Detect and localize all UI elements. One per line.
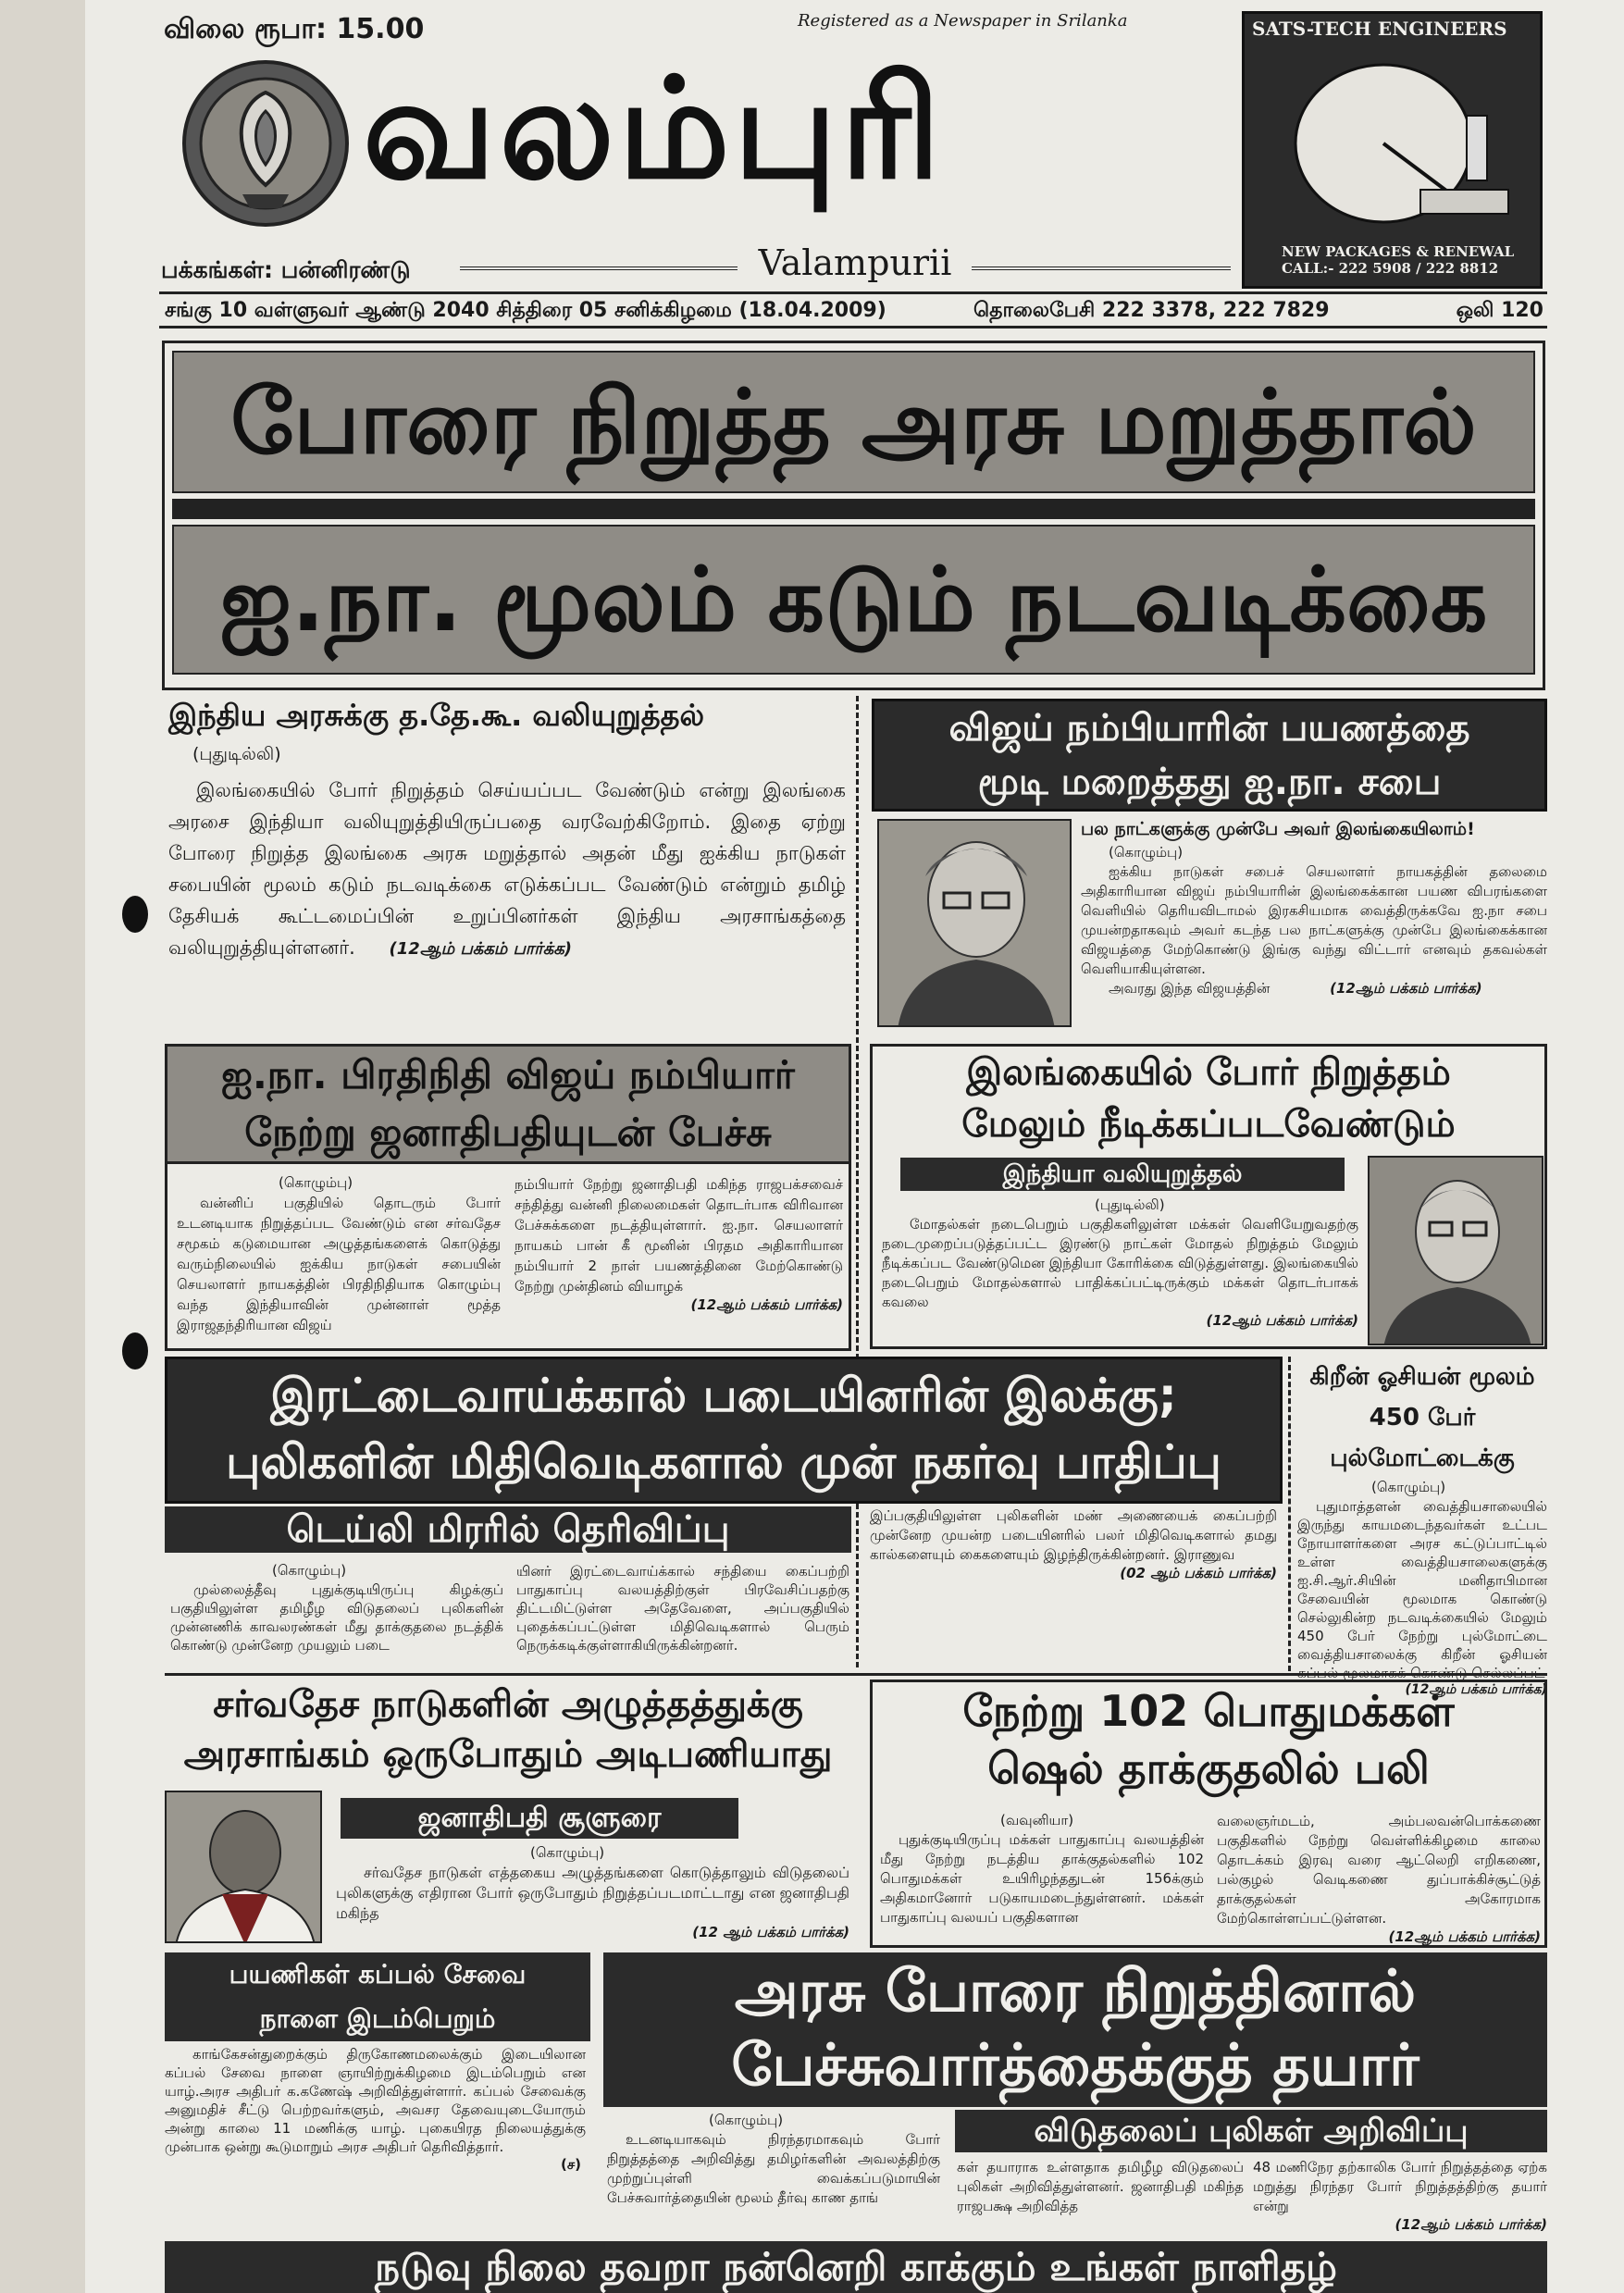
story2-tail-text: அவரது இந்த விஜயத்தின் xyxy=(1109,980,1271,997)
advert-company: SATS-TECH ENGINEERS xyxy=(1252,18,1507,40)
conch-emblem-icon xyxy=(178,56,353,231)
story2-text-block xyxy=(1081,819,1547,998)
nambiar-photo xyxy=(877,819,1072,1027)
story7-dateline: (கொழும்பு) xyxy=(530,1844,605,1861)
story5-col2 xyxy=(516,1562,849,1655)
story9-headline-line1: பயணிகள் கப்பல் சேவை xyxy=(229,1959,527,1989)
story8-col1 xyxy=(880,1812,1204,1927)
story5-headline xyxy=(165,1357,1283,1504)
story10-col2 xyxy=(957,2158,1244,2216)
story9-body: காங்கேசன்துறைக்கும் திருகோணமலைக்கும் இடையிலான கப்பல் சேவை நாளை ஞாயிற்றுக்கிழமை இடம்பெறும் என யாழ்.அரச அதிபர் க.கணேஷ் அறிவித்துள்ளார். கப்பல் சேவைக்கு அனுமதிச் சீட்டு பெற்றவர்களும், அவசர தேவையுடையோரும் அன்று காலை 11 மணிக்கு யாழ். புகையிரத நிலையத்துக்கு முன்பாக ஒன்று கூடுமாறும் அரச அதிபர் தெரிவித்தார். xyxy=(165,2046,586,2155)
story2-subhead: பல நாட்களுக்கு முன்பே அவர் இலங்கையிலாம்! xyxy=(1081,819,1475,839)
story8-col1-text: புதுக்குடியிருப்பு மக்கள் பாதுகாப்பு வலயத்தின் மீது நேற்று நடத்திய தாக்குதல்களில் 102 பொதுமக்கள் உயிரிழந்ததுடன் 156க்கும் அதிகமானோர் படுகாயமடைந்துள்ளனர். மக்கள் பாதுகாப்பு வலயப் பகுதிகளான xyxy=(880,1831,1204,1926)
story3-col2-text: நம்பியார் நேற்று ஜனாதிபதி மகிந்த ராஜபக்சவைச் சந்தித்து வன்னி நிலைமைகள் தொடர்பாக விரிவான பேச்சுக்களை நடத்தியுள்ளார். ஐ.நா. செயலாளர் நாயகம் பான் கீ மூனின் பிரதம அதிகாரியான நம்பியார் 2 நாள் பயணத்தினை மேற்கொண்டு நேற்று முன்தினம் வியாழக் xyxy=(514,1176,843,1295)
story5-col1 xyxy=(170,1562,503,1655)
story6-continuation: (12ஆம் பக்கம் பார்க்க) xyxy=(1405,1682,1547,1697)
rajapaksa-photo xyxy=(165,1791,322,1943)
story5-headline-line2: புலிகளின் மிதிவெடிகளால் முன் நகர்வு பாதிப்பு xyxy=(226,1435,1221,1489)
story5-dateline: (கொழும்பு) xyxy=(272,1562,347,1579)
story4-headline-line2: மேலும் நீடிக்கப்படவேண்டும் xyxy=(961,1103,1456,1146)
masthead-title: வலம்புரி xyxy=(363,49,945,210)
section-rule xyxy=(165,1673,1547,1676)
story3-headline xyxy=(167,1047,849,1164)
masthead-english-title: Valampurii xyxy=(758,242,952,283)
story3-col2 xyxy=(514,1174,843,1315)
story3-headline-line2: நேற்று ஜனாதிபதியுடன் பேச்சு xyxy=(244,1109,772,1155)
story8-headline-line1: நேற்று 102 பொதுமக்கள் xyxy=(962,1686,1455,1736)
story4-headline-line1: இலங்கையில் போர் நிறுத்தம் xyxy=(966,1051,1451,1094)
story8-continuation: (12ஆம் பக்கம் பார்க்க) xyxy=(1388,1928,1541,1945)
story6-headline xyxy=(1297,1357,1547,1479)
newspaper-page xyxy=(85,0,1624,2293)
issue-number: ஒலி 120 xyxy=(1456,299,1543,322)
story3-dateline: (கொழும்பு) xyxy=(279,1174,353,1191)
story4-text-block xyxy=(882,1196,1358,1331)
story9-signoff: (ச) xyxy=(560,2156,581,2173)
issue-info-bar xyxy=(159,291,1547,328)
story8-dateline: (வவுனியா) xyxy=(1000,1812,1074,1828)
price-label: விலை ரூபா: 15.00 xyxy=(164,13,425,45)
story5-subhead: டெய்லி மிரரில் தெரிவிப்பு xyxy=(165,1506,851,1553)
story10-subhead: விடுதலைப் புலிகள் அறிவிப்பு xyxy=(955,2110,1547,2152)
story4-subhead: இந்தியா வலியுறுத்தல் xyxy=(900,1158,1345,1191)
advert-line-1: NEW PACKAGES & RENEWAL xyxy=(1282,243,1515,260)
lead-story xyxy=(162,341,1545,690)
story2-continuation: (12ஆம் பக்கம் பார்க்க) xyxy=(1330,980,1482,997)
story-shelling-deaths xyxy=(870,1679,1547,1948)
story2-headline xyxy=(872,699,1547,812)
page-count: பக்கங்கள்: பன்னிரண்டு xyxy=(161,256,411,283)
story2-headline-line1: விஜய் நம்பியாரின் பயணத்தை xyxy=(948,707,1470,750)
story-president-vow xyxy=(165,1679,851,1948)
story-tna-india xyxy=(165,699,849,1041)
punch-hole-bottom xyxy=(122,1332,148,1370)
lead-headline-line1: போரை நிறுத்த அரசு மறுத்தால் xyxy=(172,351,1535,493)
mukherjee-photo xyxy=(1368,1156,1543,1345)
story8-headline xyxy=(873,1682,1544,1797)
satellite-dish-icon xyxy=(1282,51,1513,227)
story-india-ceasefire xyxy=(870,1044,1547,1349)
story-ferry-service xyxy=(165,1952,590,2235)
story3-col1-text: வன்னிப் பகுதியில் தொடரும் போர் உடனடியாக நிறுத்தப்பட வேண்டும் என சர்வதேச சமூகம் கடுமையான அழுத்தங்களைக் கொடுத்து வரும்நிலையில் ஐக்கிய நாடுகள் சபையின் செயலாளர் நாயகத்தின் பிரதிநிதியாக கொழும்பு வந்த இந்தியாவின் முன்னாள் மூத்த இராஜதந்திரியான விஜய் xyxy=(177,1195,501,1333)
story4-continuation: (12ஆம் பக்கம் பார்க்க) xyxy=(1206,1312,1358,1329)
lead-headline-line2: ஐ.நா. மூலம் கடும் நடவடிக்கை xyxy=(172,525,1535,675)
story-nambiar-visit xyxy=(872,699,1547,1034)
story10-dateline: (கொழும்பு) xyxy=(709,2112,784,2128)
story4-headline xyxy=(873,1047,1544,1150)
story6-body: புதுமாத்தளன் வைத்தியசாலையில் இருந்து காயமடைந்தவர்கள் உட்பட நோயாளர்களை அரச கட்டுப்பாட்டில் உள்ள வைத்தியசாலைகளுக்கு ஐ.சி.ஆர்.சியின் மனிதாபிமான சேவையின் மூலமாக கொண்டு செல்லுகின்ற நடவடிக்கையில் மேலும் 450 பேர் நேற்று புல்மோட்டை வைத்தியசாலைக்கு கிறீன் ஓசியன் கப்பல் மூலமாகக் கொண்டு செல்லப்பட் xyxy=(1297,1498,1547,1681)
story10-col2-text: கள் தயாராக உள்ளதாக தமிழீழ விடுதலைப் புலிகள் அறிவித்துள்ளனர். ஜனாதிபதி மகிந்த ராஜபக்ஷ அறிவித்த xyxy=(957,2159,1244,2214)
story1-headline: இந்திய அரசுக்கு த.தே.கூ. வலியுறுத்தல் xyxy=(168,698,705,733)
story7-body: சர்வதேச நாடுகள் எத்தகைய அழுத்தங்களை கொடுத்தாலும் விடுதலைப் புலிகளுக்கு எதிரான போர் ஒருபோதும் நிறுத்தப்படமாட்டாது என ஜனாதிபதி மகிந்த xyxy=(336,1864,849,1922)
advert-line-2: CALL:- 222 5908 / 222 8812 xyxy=(1282,260,1499,277)
story5-col1-text: முல்லைத்தீவு புதுக்குடியிருப்பு கிழக்குப் பகுதியிலுள்ள தமிழீழ விடுதலைப் புலிகளின் முன்னணிக் காவலரண்கள் மீது தாக்குதலை நடத்திக் கொண்டு முன்னேற முயலும் படை xyxy=(170,1581,503,1654)
footer-slogan: நடுவு நிலை தவறா நன்னெறி காக்கும் உங்கள் நாளிதழ் xyxy=(165,2241,1547,2293)
story5-continuation: (02 ஆம் பக்கம் பார்க்க) xyxy=(1120,1565,1277,1581)
story3-headline-line1: ஐ.நா. பிரதிநிதி விஜய் நம்பியார் xyxy=(221,1052,795,1097)
story9-headline-line2: நாளை இடம்பெறும் xyxy=(259,2003,496,2034)
story-ltte-talks xyxy=(603,1952,1547,2235)
story7-headline xyxy=(165,1679,851,1779)
story5-col2-text: யினர் இரட்டைவாய்க்கால் சந்தியை கைப்பற்றி பாதுகாப்பு வலயத்திற்குள் பிரவேசிப்பதற்கு திட்டமிட்டுள்ள அதேவேளை, அப்பகுதியில் புதைக்கப்பட்டுள்ள மிதிவெடிகளால் பெரும் நெருக்கடிக்குள்ளாகியிருக்கின்றனர். xyxy=(516,1563,849,1654)
story2-tail xyxy=(1081,979,1547,998)
story5-col3 xyxy=(870,1506,1277,1583)
story10-headline-line1: அரசு போரை நிறுத்தினால் xyxy=(734,1957,1417,2025)
story1-text: இலங்கையில் போர் நிறுத்தம் செய்யப்பட வேண்டும் என்று இலங்கை அரசை இந்தியா வலியுறுத்தியிருப்பதை வரவேற்கிறோம். இதை ஏற்று போரை நிறுத்த இலங்கை அரசு மறுத்தால் அதன் மீது ஐக்கிய நாடுகள் சபையின் மூலம் கடும் நடவடிக்கை எடுக்கப்பட வேண்டும் என்றும் தமிழ் தேசியக் கூட்டமைப்பின் உறுப்பினர்கள் இந்திய அரசாங்கத்தை வலியுறுத்தியுள்ளனர். xyxy=(168,778,846,959)
story2-body: ஐக்கிய நாடுகள் சபைச் செயலாளர் நாயகத்தின் தலைமை அதிகாரியான விஜய் நம்பியாரின் இலங்கைக்கான பயண விபரங்களை வெளியில் தெரியவிடாமல் இரகசியமாக வைத்திருக்கவே ஐ.நா சபை முயன்றதாகவும் அவர் கடந்த பல நாட்களுக்கு முன்பே இலங்கைக்கான விஜயத்தை மேற்கொண்டு இங்கு வந்து விட்டார் எனவும் தகவல்கள் வெளியாகியுள்ளன. xyxy=(1081,863,1547,977)
story6-dateline: (கொழும்பு) xyxy=(1371,1479,1446,1495)
story1-body xyxy=(165,775,849,965)
story7-continuation: (12 ஆம் பக்கம் பார்க்க) xyxy=(692,1924,849,1940)
story4-body: மோதல்கள் நடைபெறும் பகுதிகளிலுள்ள மக்கள் வெளியேறுவதற்கு நடைமுறைப்படுத்தப்பட்ட இரண்டு நாட்கள் மோதல் நிறுத்தம் மேலும் நீடிக்கப்பட வேண்டுமென இந்தியா கோரிக்கை விடுத்துள்ளது. இலங்கையில் நடைபெறும் மோதல்களால் பாதிக்கப்பட்டிருக்கும் மக்கள் தொடர்பாகக் கவலை xyxy=(882,1216,1358,1310)
story10-headline xyxy=(603,1952,1547,2107)
issue-phone: தொலைபேசி 222 3378, 222 7829 xyxy=(973,299,1330,322)
story6-headline-line2: 450 பேர் புல்மோட்டைக்கு xyxy=(1330,1404,1515,1472)
story7-headline-line1: சர்வதேச நாடுகளின் அழுத்தத்துக்கு xyxy=(213,1683,803,1726)
story3-continuation: (12ஆம் பக்கம் பார்க்க) xyxy=(690,1296,843,1313)
story10-col1 xyxy=(607,2112,940,2208)
story8-headline-line2: ஷெல் தாக்குதலில் பலி xyxy=(987,1743,1430,1793)
masthead-rule-right xyxy=(972,266,1231,270)
story10-headline-line2: பேச்சுவார்த்தைக்குத் தயார் xyxy=(731,2031,1419,2099)
story7-subhead: ஜனாதிபதி சூளுரை xyxy=(341,1798,738,1839)
story7-text-block xyxy=(336,1844,849,1942)
story-nambiar-talks xyxy=(165,1044,851,1351)
story8-col2-text: வலைஞர்மடம், அம்பலவன்பொக்கணை பகுதிகளில் நேற்று வெள்ளிக்கிழமை காலை தொடக்கம் இரவு வரை ஆட்லெறி எறிகணை, பல்குழல் வெடிகணை துப்பாக்கிச்சூட்டுத் தாக்குதல்கள் அகோரமாக மேற்கொள்ளப்பட்டுள்ளன. xyxy=(1217,1813,1541,1927)
story8-col2 xyxy=(1217,1812,1541,1947)
issue-details: சங்கு 10 வள்ளுவர் ஆண்டு 2040 சித்திரை 05 சனிக்கிழமை (18.04.2009) xyxy=(165,299,886,322)
sats-tech-advert xyxy=(1242,11,1543,289)
story-green-ocean xyxy=(1297,1357,1547,1697)
story1-continuation: (12ஆம் பக்கம் பார்க்க) xyxy=(389,938,572,959)
story9-headline xyxy=(165,1952,590,2041)
column-divider-right xyxy=(1288,1357,1291,1671)
story5-headline-line1: இரட்டைவாய்க்கால் படையினரின் இலக்கு; xyxy=(270,1369,1177,1422)
story1-dateline: (புதுடில்லி) xyxy=(192,743,281,764)
registration-note: Registered as a Newspaper in Srilanka xyxy=(798,11,1128,31)
story10-continuation: (12ஆம் பக்கம் பார்க்க) xyxy=(1395,2216,1547,2233)
story3-col1 xyxy=(177,1174,501,1335)
punch-hole-top xyxy=(122,896,148,933)
story-iratta-vaikkal xyxy=(165,1357,1283,1671)
story6-headline-line1: கிறீன் ஓசியன் மூலம் xyxy=(1309,1363,1535,1391)
story10-col3 xyxy=(1253,2158,1547,2235)
story7-headline-line2: அரசாங்கம் ஒருபோதும் அடிபணியாது xyxy=(183,1733,833,1776)
story10-col1-text: உடனடியாகவும் நிரந்தரமாகவும் போர் நிறுத்தத்தை அறிவித்து தமிழர்களின் அவலத்திற்கு முற்றுப்புள்ளி வைக்கப்படுமாயின் பேச்சுவார்த்தையின் மூலம் தீர்வு காண தாங் xyxy=(607,2131,940,2206)
story5-col3-text: இப்பகுதியிலுள்ள புலிகளின் மண் அணையைக் கைப்பற்றி முன்னேற முயன்ற படையினரில் பலர் மிதிவெடிகளால் தமது கால்களையும் கைகளையும் இழந்திருக்கின்றனர். இராணுவ xyxy=(870,1507,1277,1563)
story2-headline-line2: மூடி மறைத்தது ஐ.நா. சபை xyxy=(977,761,1442,803)
story2-dateline: (கொழும்பு) xyxy=(1109,844,1184,861)
masthead-rule-left xyxy=(460,266,738,270)
lead-divider xyxy=(172,499,1535,519)
story10-col3-text: 48 மணிநேர தற்காலிக போர் நிறுத்தத்தை ஏற்க மறுத்து நிரந்தர போர் நிறுத்தத்திற்கு தயார் என்று xyxy=(1253,2159,1547,2214)
story4-dateline: (புதுடில்லி) xyxy=(1095,1196,1165,1213)
